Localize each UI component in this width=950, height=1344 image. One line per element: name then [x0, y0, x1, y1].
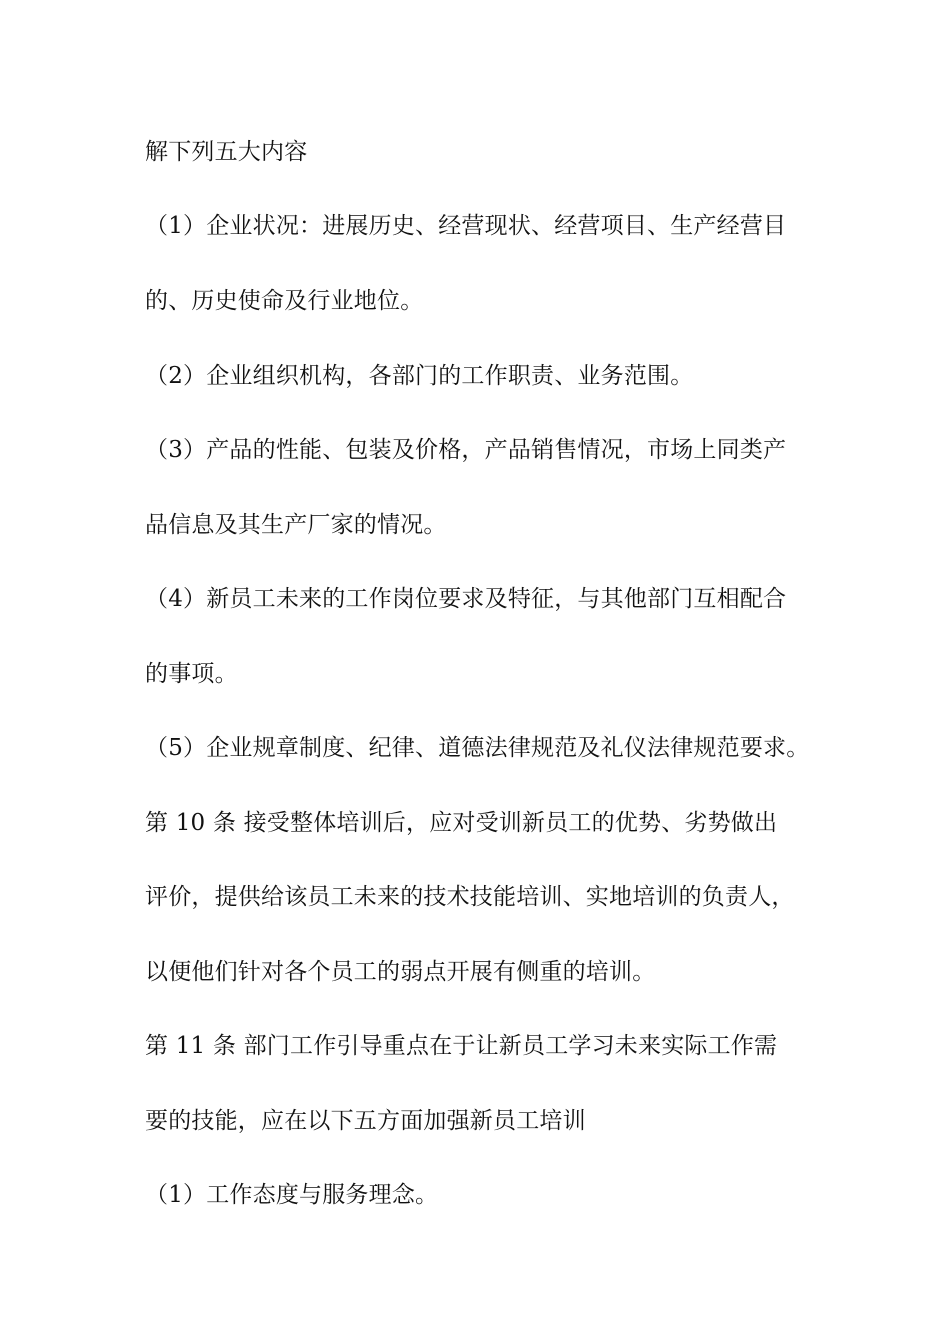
text-line-item-2: （2）企业组织机构，各部门的工作职责、业务范围。 — [145, 363, 694, 389]
text-line-item-3: （3）产品的性能、包装及价格，产品销售情况，市场上同类产 — [145, 437, 787, 463]
text-line-item-4: （4）新员工未来的工作岗位要求及特征，与其他部门互相配合 — [145, 586, 787, 612]
text-line-item-1: （1）企业状况：进展历史、经营现状、经营项目、生产经营目 — [145, 213, 787, 239]
text-line-article-11-item-1: （1）工作态度与服务理念。 — [145, 1182, 439, 1208]
text-line-item-1-cont: 的、历史使命及行业地位。 — [145, 288, 424, 314]
text-line-article-11: 第 11 条 部门工作引导重点在于让新员工学习未来实际工作需 — [145, 1033, 778, 1059]
text-line-article-10-cont-2: 以便他们针对各个员工的弱点开展有侧重的培训。 — [145, 959, 656, 985]
text-line-item-5: （5）企业规章制度、纪律、道德法律规范及礼仪法律规范要求。 — [145, 735, 810, 761]
text-line-item-4-cont: 的事项。 — [145, 661, 238, 687]
text-line-article-11-cont: 要的技能，应在以下五方面加强新员工培训 — [145, 1108, 586, 1134]
text-line-intro: 解下列五大内容 — [145, 139, 308, 165]
text-line-item-3-cont: 品信息及其生产厂家的情况。 — [145, 512, 447, 538]
text-line-article-10: 第 10 条 接受整体培训后，应对受训新员工的优势、劣势做出 — [145, 810, 778, 836]
text-line-article-10-cont-1: 评价，提供给该员工未来的技术技能培训、实地培训的负责人， — [145, 884, 795, 910]
